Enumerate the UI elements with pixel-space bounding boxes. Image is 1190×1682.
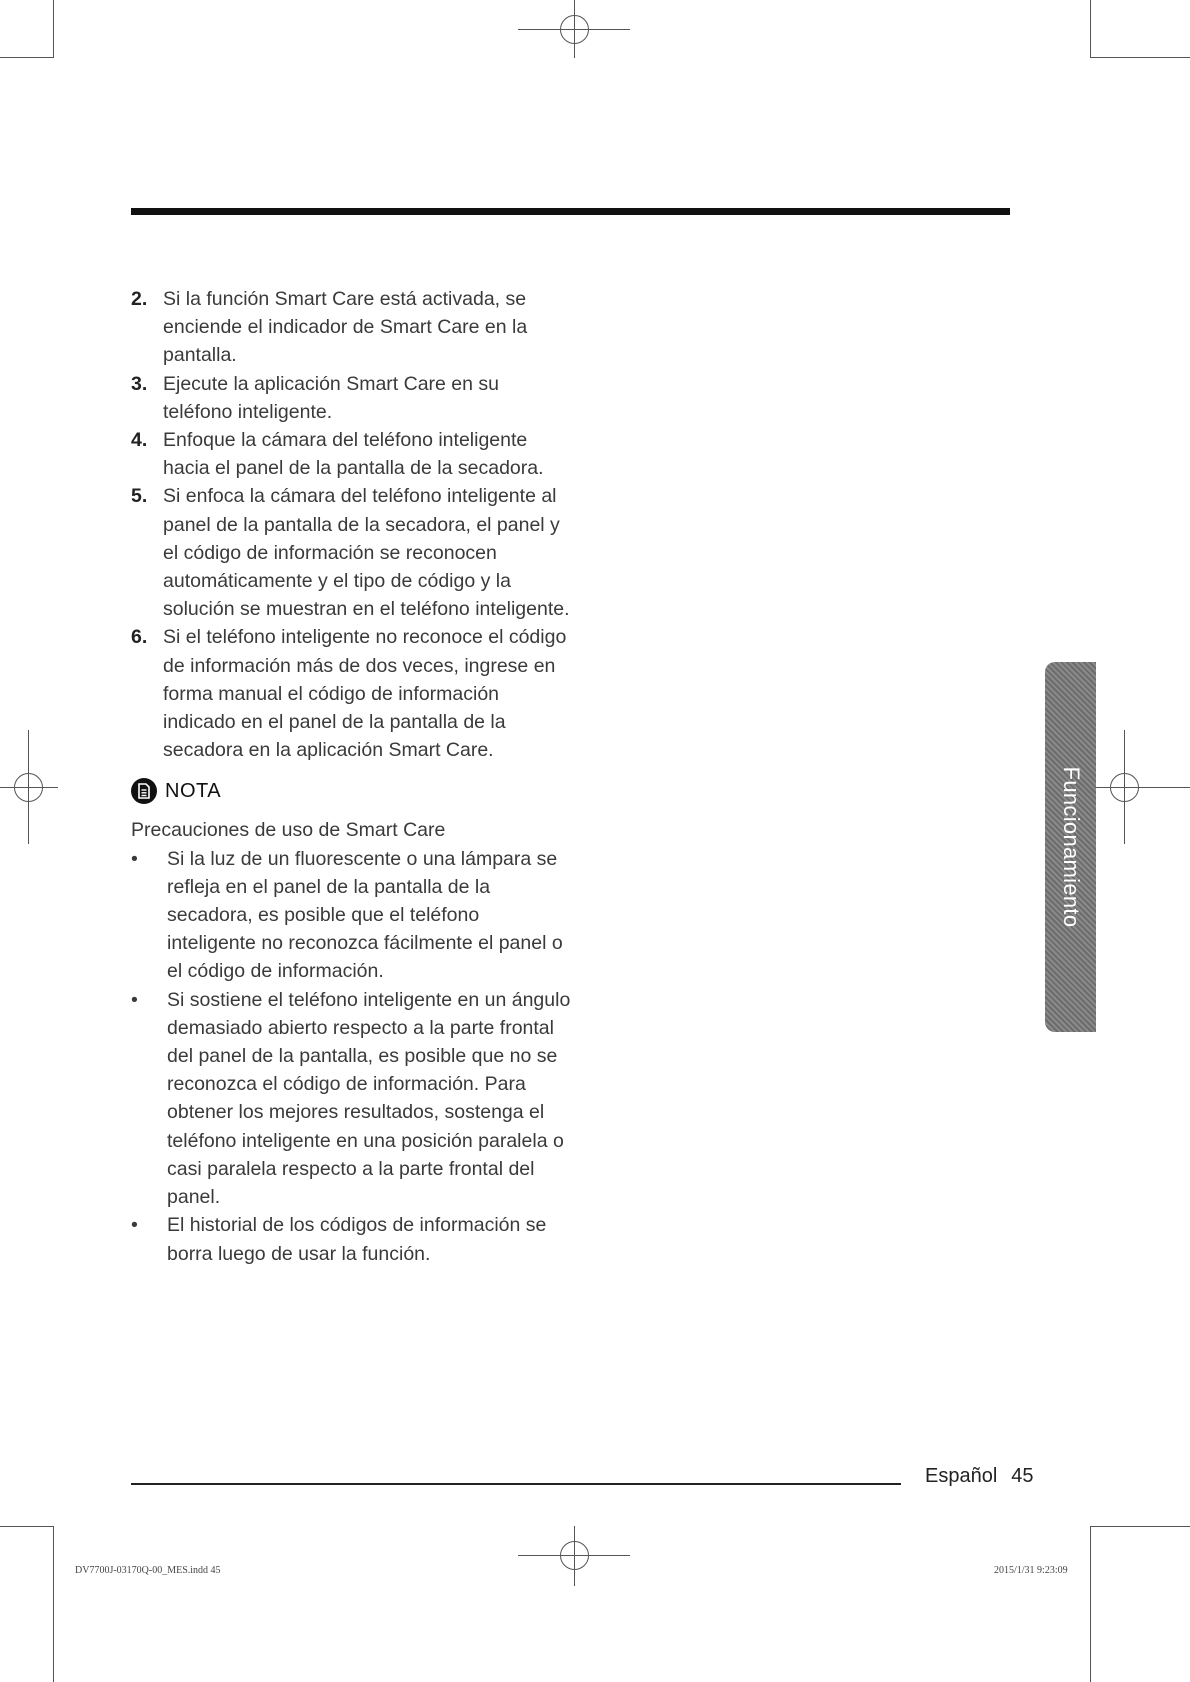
- bullet-text: Si sostiene el teléfono inteligente en un ángulo demasiado abierto respecto a la parte frontal del panel de la pantalla, es posible que no se reconozca el código de información. Para obtener los mejores resultados, sostenga el teléfono inteligente en una posición paralela o casi paralela respecto a la parte frontal del panel.: [167, 988, 571, 1209]
- note-intro: Precauciones de uso de Smart Care: [131, 819, 446, 842]
- step-text: Si enfoca la cámara del teléfono inteligente al panel de la pantalla de la secadora, el panel y el código de información se reconocen automáticamente y el tipo de código y la solución se muestran en el teléfono inteligente.: [163, 485, 570, 621]
- reg-mark-right-circle: [1110, 773, 1139, 802]
- step-item: [131, 482, 571, 623]
- crop-mark-top-left-h: [0, 57, 54, 58]
- section-side-tab-label: Funcionamiento: [1058, 766, 1084, 928]
- note-header: [131, 776, 571, 806]
- crop-mark-bottom-right-h: [1090, 1526, 1190, 1527]
- bullet-marker: •: [131, 988, 138, 1011]
- reg-mark-right-h: [1090, 787, 1190, 788]
- step-number: 5.: [131, 485, 148, 508]
- step-text: Si el teléfono inteligente no reconoce el código de información más de dos veces, ingrese en forma manual el código de información indicado en el panel de la pantalla de la secadora en la aplicación Smart Care.: [163, 626, 567, 762]
- page-number: 45: [1011, 1465, 1034, 1487]
- section-side-tab: [1045, 662, 1096, 1032]
- footer-rule: [131, 1483, 901, 1485]
- bullet-marker: •: [131, 1214, 138, 1237]
- crop-mark-top-left-v: [53, 0, 54, 58]
- reg-mark-left-circle: [14, 773, 43, 802]
- crop-mark-bottom-left-v: [53, 1526, 54, 1682]
- main-content: [131, 285, 571, 1268]
- step-text: Ejecute la aplicación Smart Care en su teléfono inteligente.: [163, 372, 500, 423]
- step-item: [131, 623, 571, 764]
- step-item: [131, 426, 571, 482]
- crop-mark-bottom-left-h: [0, 1526, 54, 1527]
- bullet-marker: •: [131, 847, 138, 870]
- step-number: 3.: [131, 372, 148, 395]
- bullet-text: El historial de los códigos de información se borra luego de usar la función.: [167, 1214, 547, 1265]
- crop-mark-top-right-h: [1090, 57, 1190, 58]
- step-text: Enfoque la cámara del teléfono inteligente hacia el panel de la pantalla de la secadora.: [163, 429, 544, 480]
- footer-language: Español: [925, 1465, 998, 1487]
- note-bullet: [131, 986, 571, 1212]
- note-bullet: [131, 845, 571, 986]
- print-slug-file: DV7700J-03170Q-00_MES.indd 45: [75, 1565, 221, 1576]
- header-rule: [131, 208, 1010, 215]
- step-text: Si la función Smart Care está activada, se enciende el indicador de Smart Care en la pantalla.: [163, 288, 528, 367]
- step-number: 2.: [131, 288, 148, 310]
- bullet-text: Si la luz de un fluorescente o una lámpara se refleja en el panel de la pantalla de la secadora, es posible que el teléfono inteligente no reconozca fácilmente el panel o el código de información.: [167, 847, 563, 983]
- step-number: 6.: [131, 626, 148, 649]
- crop-mark-bottom-right-v: [1090, 1526, 1091, 1682]
- step-item: [131, 285, 571, 370]
- reg-mark-top-circle: [560, 15, 589, 44]
- crop-mark-top-right-v: [1090, 0, 1091, 58]
- reg-mark-bottom-circle: [560, 1541, 589, 1570]
- page-footer: [925, 1465, 1034, 1488]
- note-title: NOTA: [165, 779, 222, 802]
- step-item: [131, 370, 571, 426]
- print-slug-date: 2015/1/31 9:23:09: [994, 1565, 1068, 1576]
- note-bullet: [131, 1211, 571, 1267]
- note-icon: [131, 778, 157, 804]
- step-number: 4.: [131, 429, 148, 452]
